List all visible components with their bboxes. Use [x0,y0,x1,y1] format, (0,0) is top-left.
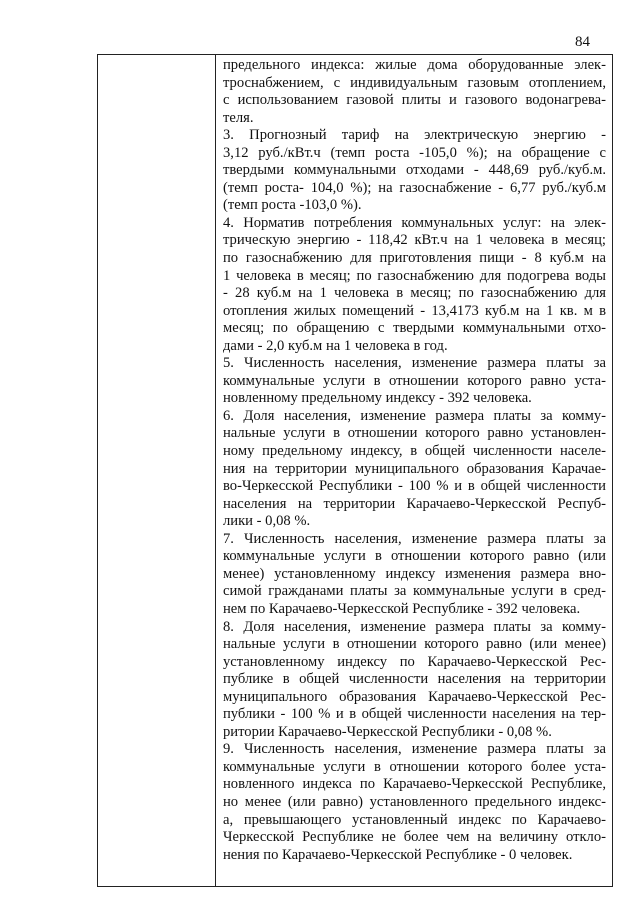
text-line: установленному индексу по Карачаево-Черкесской Рес- [223,653,606,670]
text-line: с использованием газовой плиты и газового водонагрева- [223,92,606,109]
text-line: теля. [223,109,254,126]
text-line: 6. Доля населения, изменение размера платы за комму- [223,407,606,424]
text-line: нальные услуги в отношении которого равно (или менее) [223,636,606,653]
text-line: (темп роста -103,0 %). [223,197,362,214]
text-line: нем по Карачаево-Черкесской Республике - 392 человека. [223,600,581,617]
text-line: лики - 0,08 %. [223,513,311,530]
text-line: симой гражданами платы за коммунальные услуги в сред- [223,583,606,600]
paragraph-4 [223,355,606,408]
text-line: троснабжением, с индивидуальным газовым отоплением, [223,74,606,91]
text-line: (темп роста- 104,0 %); на газоснабжение - 6,77 руб./куб.м [223,179,606,196]
text-line: 3,12 руб./кВт.ч (темп роста -105,0 %); на обращение с [223,144,606,161]
paragraph-5 [223,408,606,531]
paragraph-1 [223,57,606,127]
table-text-cell [217,55,612,886]
text-line: нальные услуги в отношении которого равно установлен- [223,425,606,442]
text-line: 7. Численность населения, изменение размера платы за [223,530,606,547]
text-line: по газоснабжению для приготовления пищи - 8 куб.м на [223,250,606,267]
text-line: во-Черкесской Республики - 100 % и в общей численности [223,478,606,495]
text-line: коммунальные услуги в отношении которого более уста- [223,758,606,775]
paragraph-6 [223,531,606,619]
text-line: публике в общей численности населения на территории [223,671,606,688]
text-line: но менее (или равно) установленного предельного индекс- [223,793,606,810]
text-line: ному предельному индексу, в общей численности населе- [223,443,606,460]
text-line: публики - 100 % и в общей численности населения на тер- [223,706,606,723]
paragraph-2 [223,127,606,215]
text-line: месяц; по обращению с твердыми коммунальными отхо- [223,320,606,337]
text-line: дами - 2,0 куб.м на 1 человека в год. [223,337,448,354]
document-table [97,54,613,887]
text-line: ния на территории муниципального образования Карачае- [223,460,606,477]
text-line: новленному предельному индексу - 392 человека. [223,390,532,407]
page-number: 84 [575,34,590,50]
text-line: менее) установленному индексу изменения размера вно- [223,565,606,582]
text-line: 4. Норматив потребления коммунальных услуг: на элек- [223,214,606,231]
table-left-column [98,55,216,886]
text-line: муниципального образования Карачаево-Черкесской Рес- [223,688,606,705]
paragraph-7 [223,619,606,742]
text-line: нения по Карачаево-Черкесской Республике - 0 человек. [223,846,573,863]
text-line: коммунальные услуги в отношении которого равно (или [223,548,606,565]
text-line: новленного индекса по Карачаево-Черкесской Республике, [223,776,606,793]
text-line: предельного индекса: жилые дома оборудованные элек- [223,57,606,73]
text-line: Черкесской Республике не более чем на величину откло- [223,829,606,846]
text-line: твердыми коммунальными отходами - 448,69 руб./куб.м. [223,162,606,179]
text-line: 8. Доля населения, изменение размера платы за комму- [223,618,606,635]
text-line: 9. Численность населения, изменение размера платы за [223,741,606,758]
text-line: 1 человека в месяц; по газоснабжению для подогрева воды [223,267,606,284]
text-line: населения на территории Карачаево-Черкесской Респуб- [223,495,606,512]
text-line: 3. Прогнозный тариф на электрическую энергию - [223,127,606,144]
text-line: - 28 куб.м на 1 человека в месяц; по газоснабжению для [223,285,606,302]
paragraph-8 [223,741,606,864]
text-line: ритории Карачаево-Черкесской Республики - 0,08 %. [223,723,552,740]
text-line: коммунальные услуги в отношении которого равно уста- [223,372,606,389]
paragraph-3 [223,215,606,355]
text-line: 5. Численность населения, изменение размера платы за [223,355,606,372]
text-line: отопления жилых помещений - 13,4173 куб.м на 1 кв. м в [223,302,606,319]
text-line: а, превышающего установленный индекс по Карачаево- [223,811,606,828]
text-line: трическую энергию - 118,42 кВт.ч на 1 человека в месяц; [223,232,606,249]
